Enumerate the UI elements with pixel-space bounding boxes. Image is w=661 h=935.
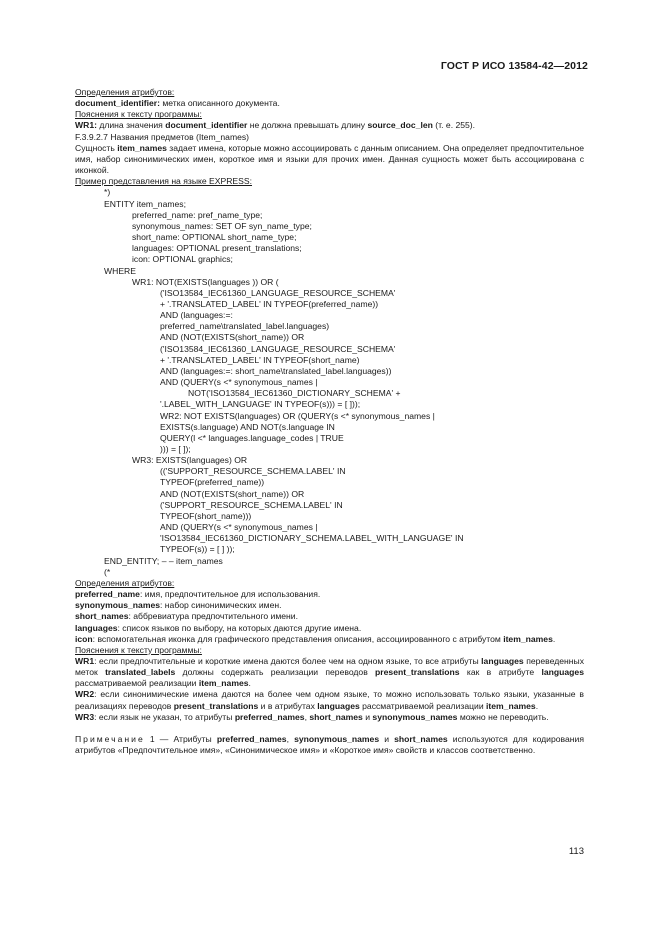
code-line: '.LABEL_WITH_LANGUAGE' IN TYPEOF(s))) = [ ])); xyxy=(160,399,361,410)
code-line: TYPEOF(short_name))) xyxy=(160,510,252,521)
code-line: WR3: EXISTS(languages) OR xyxy=(132,455,248,466)
code-line: END_ENTITY; – – item_names xyxy=(104,555,223,566)
code-line: AND (languages:=: xyxy=(160,310,233,321)
doc-id-definition: document_identifier: метка описанного документа. xyxy=(75,98,280,109)
express-heading: Пример представления на языке EXPRESS: xyxy=(75,176,253,187)
code-line: synonymous_names: SET OF syn_name_type; xyxy=(132,220,312,231)
page-content xyxy=(59,87,584,756)
code-line: ('ISO13584_IEC61360_LANGUAGE_RESOURCE_SCHEMA' xyxy=(160,287,396,298)
def-languages: languages: список языков по выбору, на которых даются другие имена. xyxy=(75,622,362,633)
code-line: TYPEOF(preferred_name)) xyxy=(160,477,265,488)
code-line: 'ISO13584_IEC61360_DICTIONARY_SCHEMA.LABEL_WITH_LANGUAGE' IN xyxy=(160,533,464,544)
code-line: EXISTS(s.language) AND NOT(s.language IN xyxy=(160,421,335,432)
program-notes-heading-2: Пояснения к тексту программы: xyxy=(75,644,202,655)
code-line: ENTITY item_names; xyxy=(104,198,186,209)
code-line: icon: OPTIONAL graphics; xyxy=(132,254,233,265)
code-line: TYPEOF(s)) = [ ] )); xyxy=(160,544,235,555)
def-icon: icon: вспомогательная иконка для графического представления описания, ассоциированного с атрибутом item_names. xyxy=(75,633,556,644)
code-line: AND (QUERY(s <* synonymous_names | xyxy=(160,522,318,533)
wr3-explanation: WR3: если язык не указан, то атрибуты preferred_names, short_names и synonymous_names можно не переводить. xyxy=(75,711,549,722)
document-header: ГОСТ Р ИСО 13584-42—2012 xyxy=(440,60,588,72)
code-line: ('ISO13584_IEC61360_LANGUAGE_RESOURCE_SCHEMA' xyxy=(160,343,396,354)
attr-name: document_identifier: xyxy=(75,98,160,109)
program-notes-heading: Пояснения к тексту программы: xyxy=(75,109,202,120)
code-line: ('SUPPORT_RESOURCE_SCHEMA.LABEL' IN xyxy=(160,499,343,510)
code-line: AND (NOT(EXISTS(short_name)) OR xyxy=(160,332,305,343)
code-line: WR1: NOT(EXISTS(languages )) OR ( xyxy=(132,276,279,287)
def-synonymous-names: synonymous_names: набор синонимических имен. xyxy=(75,600,282,611)
code-line: + '.TRANSLATED_LABEL' IN TYPEOF(short_name) xyxy=(160,354,360,365)
section-title: F.3.9.2.7 Названия предметов (Item_names) xyxy=(75,131,250,142)
wr1-note: WR1: длина значения document_identifier не должна превышать длину source_doc_len (т. е. 255). xyxy=(75,120,476,131)
code-line: QUERY(l <* languages.language_codes | TRUE xyxy=(160,432,344,443)
attributes-heading-2: Определения атрибутов: xyxy=(75,577,175,588)
code-line: (* xyxy=(104,566,111,577)
code-line: ))) = [ ]); xyxy=(160,444,191,454)
code-line: WHERE xyxy=(104,265,136,276)
entity-description: Сущность item_names задает имена, которые можно ассоциировать с данным описанием. Она определяет предпочтительное имя, набор синонимических имен, короткое имя и языки для прочих имен. Данная сущность может быть ассоциирована с иконкой. xyxy=(75,142,584,176)
code-line: preferred_name: pref_name_type; xyxy=(132,209,263,220)
def-preferred-name: preferred_name: имя, предпочтительное для использования. xyxy=(75,589,321,600)
code-line: AND (NOT(EXISTS(short_name)) OR xyxy=(160,488,305,499)
code-line: (('SUPPORT_RESOURCE_SCHEMA.LABEL' IN xyxy=(160,466,346,477)
note-paragraph: Примечание 1 — Атрибуты preferred_names, synonymous_names и short_names используются для кодирования атрибутов «Предпочтительное имя», «Синонимическое имя» и «Короткое имя» свойств и классов соответственно. xyxy=(75,733,584,756)
code-line: + '.TRANSLATED_LABEL' IN TYPEOF(preferred_name)) xyxy=(160,298,379,309)
code-line: AND (languages:=: short_name\translated_label.languages)) xyxy=(160,365,392,376)
code-line: *) xyxy=(104,187,111,198)
def-short-names: short_names: аббревиатура предпочтительного имени. xyxy=(75,611,298,622)
wr1-explanation: WR1: если предпочтительные и короткие имена даются более чем на одном языке, то все атрибуты languages переведенных меток translated_labels должны содержать реализации переводов present_translations как в атрибуте languages рассматриваемой реализации item_names. xyxy=(75,655,585,689)
code-line: AND (QUERY(s <* synonymous_names | xyxy=(160,377,318,388)
note-label: Примечание xyxy=(75,733,145,744)
code-line: preferred_name\translated_label.languages) xyxy=(160,321,330,332)
code-line: WR2: NOT EXISTS(languages) OR (QUERY(s <* synonymous_names | xyxy=(160,410,435,421)
express-code-block xyxy=(59,187,584,577)
page-number: 113 xyxy=(568,846,584,857)
attributes-heading: Определения атрибутов: xyxy=(75,87,175,97)
code-line: short_name: OPTIONAL short_name_type; xyxy=(132,232,297,243)
code-line: languages: OPTIONAL present_translations; xyxy=(132,243,302,254)
code-line: NOT('ISO13584_IEC61360_DICTIONARY_SCHEMA' + xyxy=(188,388,401,399)
wr2-explanation: WR2: если синонимические имена даются на более чем одном языке, то можно использовать только языки, указанные в реализациях переводов present_translations и в атрибутах languages рассматриваемой реализации item_names. xyxy=(75,689,584,711)
